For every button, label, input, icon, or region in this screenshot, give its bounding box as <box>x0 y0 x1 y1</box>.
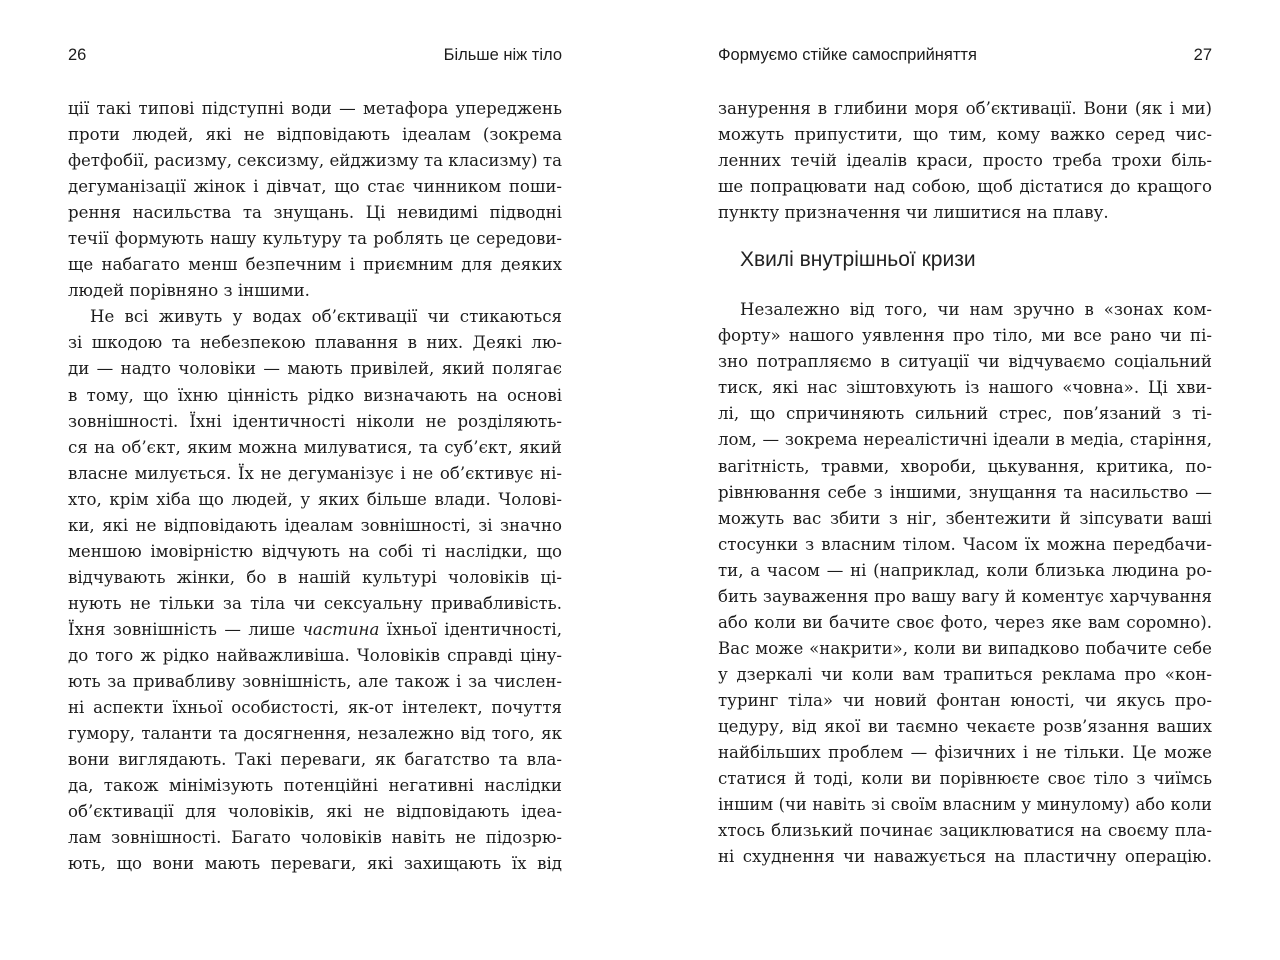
text-line: ють, що вони мають переваги, які захищають їх від <box>68 854 562 874</box>
text-line: рівнювання себе з іншими, знущання та насильство — <box>718 482 1212 502</box>
text-line: відчувають жінки, бо в нашій культурі чоловіків ці- <box>68 567 562 587</box>
text-line: вагітність, травми, хвороби, цькування, критика, по- <box>718 456 1212 476</box>
text-line: Вас може «накрити», коли ви випадково побачите себе <box>718 638 1212 658</box>
text-line: лом, — зокрема нереалістичні ідеали в медіа, старіння, <box>718 430 1212 450</box>
text-line: нують не тільки за тіла чи сексуальну привабливість. <box>68 593 562 613</box>
text-line: людей порівняно з іншими. <box>68 281 310 301</box>
text-line: Не всі живуть у водах об’єктивації чи стикаються <box>90 307 562 327</box>
text-line: зно потрапляємо в ситуації чи відчуваємо соціальний <box>718 352 1212 372</box>
text-line: пункту призначення чи лишитися на плаву. <box>718 203 1109 223</box>
text-line: ся на об’єкт, яким можна милуватися, та суб’єкт, який <box>68 437 562 457</box>
text-line: туринг тіла» чи новий фонтан юності, чи якусь про- <box>718 690 1212 710</box>
text-line: стосунки з власним тілом. Часом їх можна передбачи- <box>718 534 1212 554</box>
text-line: ки, які не відповідають ідеалам зовнішності, зі значно <box>68 515 562 535</box>
running-title: Більше ніж тіло <box>443 46 562 64</box>
text-line: тиск, які нас зіштовхують із нашого «човна». Ці хви- <box>718 378 1212 398</box>
body-text <box>718 96 1212 870</box>
text-line: найбільших проблем — фізичних і не тільки. Це може <box>718 743 1212 763</box>
text-line: ди — надто чоловіки — мають привілей, який полягає <box>68 359 562 379</box>
text-line: можуть припустити, що тим, кому важко серед чис- <box>718 125 1212 145</box>
text-fragment: їхньої ідентичності, <box>386 619 562 639</box>
text-line: в тому, що їхню цінність рідко визначають на основі <box>68 385 562 405</box>
text-line: іншим (чи навіть зі своїм власним у минулому) або коли <box>718 795 1212 815</box>
text-line: рення насильства та знущань. Ці невидимі підводні <box>68 203 562 223</box>
text-line: вони виглядають. Такі переваги, як багатство та вла- <box>68 750 562 770</box>
text-line: ше попрацювати над собою, щоб дістатися до кращого <box>718 177 1212 197</box>
text-line: лі, що спричиняють сильний стрес, пов’язаний з ті- <box>718 404 1212 424</box>
right-page <box>640 0 1280 960</box>
text-line: ні аспекти їхньої особистості, як-от інтелект, почуття <box>68 698 562 718</box>
page-number: 27 <box>1193 46 1212 64</box>
body-text <box>68 96 562 877</box>
text-line: у дзеркалі чи коли вам трапиться реклама про «кон- <box>718 664 1212 684</box>
text-line: форту» нашого уявлення про тіло, ми все рано чи пі- <box>718 326 1212 346</box>
text-line: цедуру, від якої ви таємно чекаєте розв’язання ваших <box>718 716 1212 736</box>
text-line: можуть вас збити з ніг, збентежити й зіпсувати ваші <box>718 508 1212 528</box>
text-line: бить зауваження про вашу вагу й коментує харчування <box>718 586 1212 606</box>
text-line: статися й тоді, коли ви порівнюєте своє тіло з чиїмсь <box>718 769 1212 789</box>
italic-word: частина <box>302 619 380 639</box>
text-line: ції такі типові підступні води — метафора упереджень <box>68 99 562 118</box>
text-line: гумору, таланти та досягнення, незалежно від того, як <box>68 724 562 744</box>
text-line: ще набагато менш безпечним і приємним для деяких <box>68 255 562 275</box>
text-line: фетфобії, расизму, сексизму, ейджизму та класизму) та <box>68 151 562 171</box>
text-line: да, також мінімізують потенційні негативні наслідки <box>68 776 562 796</box>
text-line: або коли ви бачите своє фото, через яке вам соромно). <box>718 612 1212 632</box>
text-line: меншою імовірністю відчують на собі ті наслідки, що <box>68 541 562 561</box>
text-line: хтось близький починає зациклюватися на своєму пла- <box>718 821 1212 841</box>
text-line: Незалежно від того, чи нам зручно в «зонах ком- <box>740 300 1212 320</box>
text-line: проти людей, які не відповідають ідеалам (зокрема <box>68 125 562 145</box>
text-line: об’єктивації для чоловіків, які не відповідають ідеа- <box>68 802 562 822</box>
text-line: зовнішності. Їхні ідентичності ніколи не розділяють- <box>68 411 562 431</box>
text-line: дегуманізації жінок і дівчат, що стає чинником поши- <box>68 177 562 197</box>
page-number: 26 <box>68 46 87 64</box>
section-heading: Хвилі внутрішньої кризи <box>740 248 976 272</box>
text-line: течії формують нашу культуру та роблять це середови- <box>68 229 562 249</box>
text-line: занурення в глибини моря об’єктивації. Вони (як і ми) <box>718 99 1212 118</box>
text-fragment: Їхня зовнішність — лише <box>68 619 296 639</box>
running-title: Формуємо стійке самосприйняття <box>718 46 977 64</box>
text-line: хто, крім хіба що людей, у яких більше влади. Чолові- <box>68 489 562 509</box>
text-line: ні схуднення чи наважується на пластичну операцію. <box>718 847 1212 867</box>
text-line: зі шкодою та небезпекою плавання в них. Деякі лю- <box>68 333 562 353</box>
text-line: ють за привабливу зовнішність, але також і за числен- <box>68 672 562 692</box>
text-line-mixed <box>68 617 562 643</box>
text-line: лам зовнішності. Багато чоловіків навіть не підозрю- <box>68 828 562 848</box>
text-line: власне милується. Їх не дегуманізує і не об’єктивує ні- <box>68 463 562 483</box>
text-line: до того ж рідко найважливіша. Чоловіків справді цінy- <box>68 645 562 665</box>
text-line: ти, а часом — ні (наприклад, коли близька людина ро- <box>718 560 1212 580</box>
text-line: ленних течій ідеалів краси, просто треба трохи біль- <box>718 151 1212 171</box>
